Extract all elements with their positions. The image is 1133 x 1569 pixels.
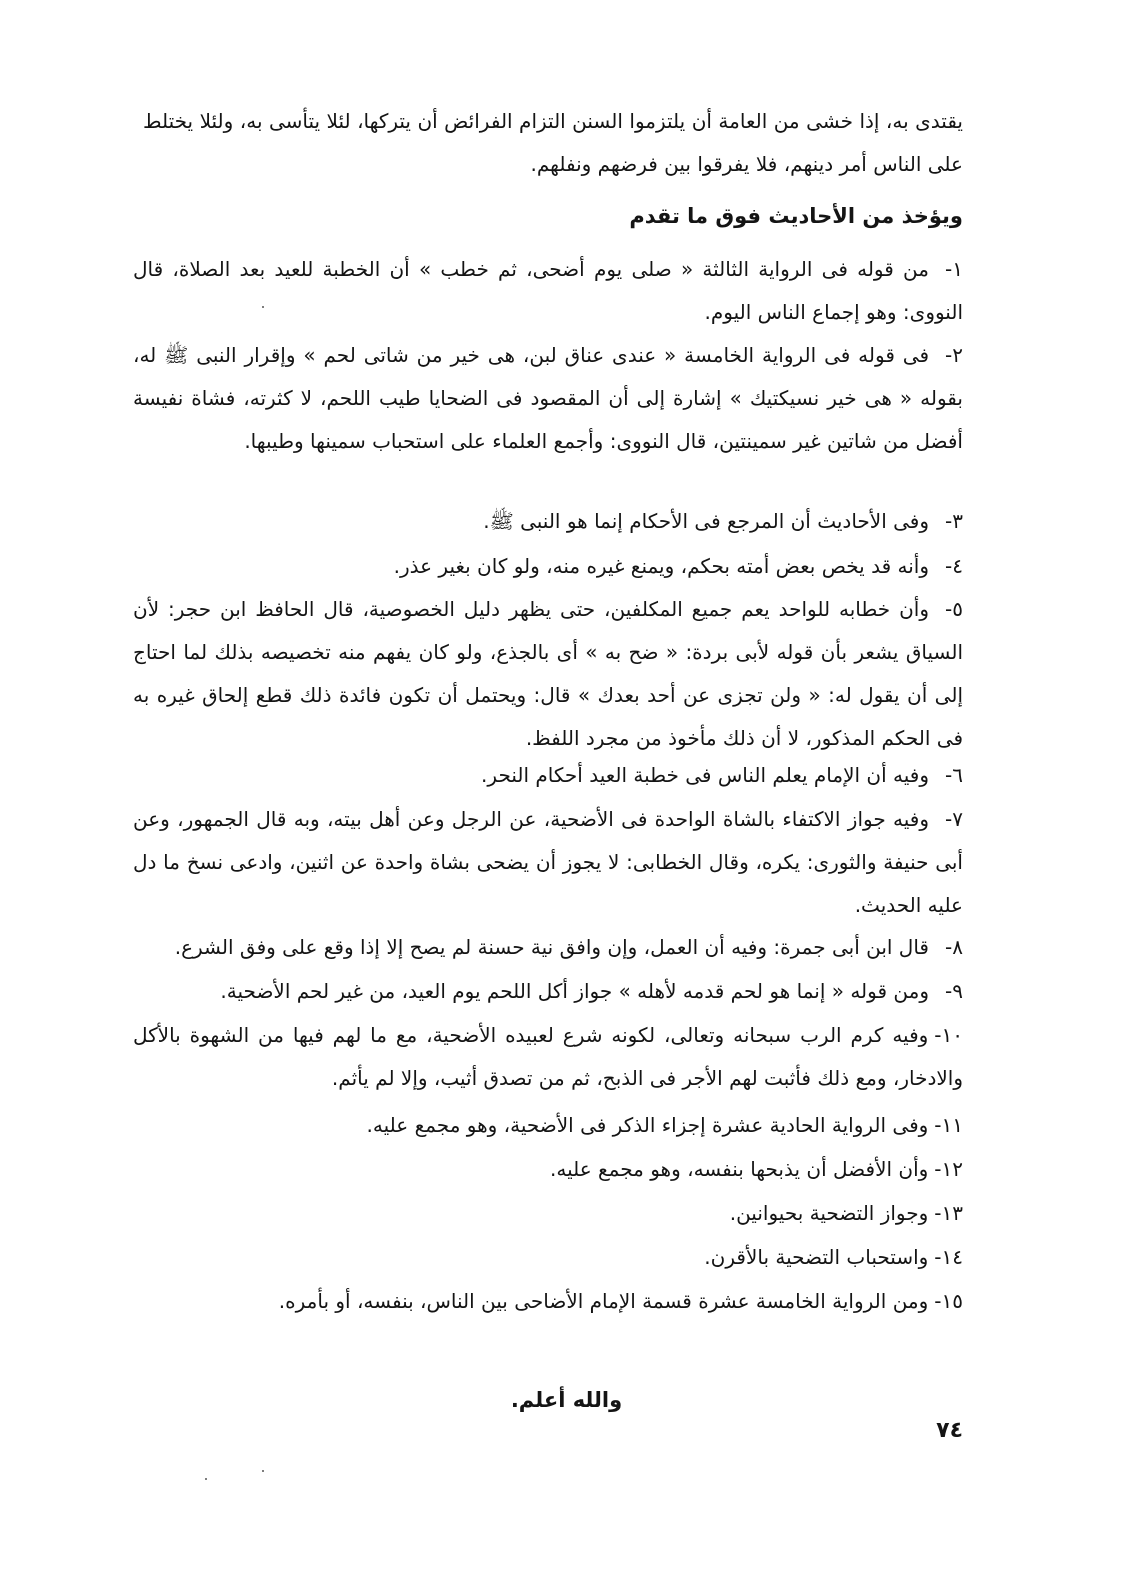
item-number: ١٣- — [934, 1201, 963, 1225]
scan-speck — [205, 1478, 207, 1480]
list-item-11 — [133, 1104, 963, 1147]
item-number: ٩- — [945, 979, 963, 1003]
item-text: وفيه جواز الاكتفاء بالشاة الواحدة فى الأضحية، عن الرجل وعن أهل بيته، وبه قال الجمهور، وعن أبى حنيفة والثورى: يكره، وقال الخطابى: لا يجوز أن يضحى بشاة واحدة عن اثنين، وادعى نسخ ما دل عليه الحديث. — [133, 807, 963, 917]
item-text: واستحباب التضحية بالأقرن. — [704, 1245, 929, 1269]
list-item-13 — [133, 1192, 963, 1235]
list-item-10 — [133, 1014, 963, 1100]
list-item-15 — [133, 1280, 963, 1323]
item-number: ٣- — [945, 509, 963, 533]
item-text: وفى الأحاديث أن المرجع فى الأحكام إنما هو النبى ﷺ. — [483, 509, 929, 533]
item-number: ١١- — [934, 1113, 963, 1137]
list-item-4 — [133, 545, 963, 588]
item-text: ومن الرواية الخامسة عشرة قسمة الإمام الأضاحى بين الناس، بنفسه، أو بأمره. — [278, 1289, 929, 1313]
item-number: ٢- — [945, 343, 963, 367]
list-item-9 — [133, 970, 963, 1013]
item-number: ١٤- — [934, 1245, 963, 1269]
list-item-1 — [133, 248, 963, 334]
closing-phrase: والله أعلم. — [510, 1388, 623, 1412]
list-item-7 — [133, 798, 963, 927]
item-text: وفيه كرم الرب سبحانه وتعالى، لكونه شرع لعبيده الأضحية، مع ما لهم فيها من الشهوة بالأكل والادخار، ومع ذلك فأثبت لهم الأجر فى الذبح، ثم من تصدق أثيب، وإلا لم يأثم. — [133, 1023, 963, 1090]
item-number: ١٠- — [934, 1023, 963, 1047]
item-text: وفيه أن الإمام يعلم الناس فى خطبة العيد أحكام النحر. — [481, 763, 929, 787]
item-number: ٤- — [945, 554, 963, 578]
item-number: ٦- — [945, 763, 963, 787]
item-text: وأنه قد يخص بعض أمته بحكم، ويمنع غيره منه، ولو كان بغير عذر. — [393, 554, 929, 578]
item-text: وأن خطابه للواحد يعم جميع المكلفين، حتى يظهر دليل الخصوصية، قال الحافظ ابن حجر: لأن السياق يشعر بأن قوله لأبى بردة: « ضح به » أى بالجذع، ولو كان يفهم منه تخصيصه بذلك لما احتاج إلى أن يقول له: « ولن تجزى عن أحد بعدك » قال: ويحتمل أن تكون فائدة ذلك قطع إلحاق غيره به فى الحكم المذكور، لا أن ذلك مأخوذ من مجرد اللفظ. — [133, 597, 963, 750]
item-number: ٧- — [945, 807, 963, 831]
list-item-14 — [133, 1236, 963, 1279]
list-item-2 — [133, 334, 963, 463]
item-text: وأن الأفضل أن يذبحها بنفسه، وهو مجمع عليه. — [550, 1157, 929, 1181]
list-item-8 — [133, 926, 963, 969]
item-number: ١٥- — [934, 1289, 963, 1313]
list-item-5 — [133, 588, 963, 760]
list-item-6 — [133, 754, 963, 797]
list-item-3 — [133, 500, 963, 543]
list-item-12 — [133, 1148, 963, 1191]
item-number: ٥- — [945, 597, 963, 621]
item-text: وجواز التضحية بحيوانين. — [729, 1201, 929, 1225]
item-text: قال ابن أبى جمرة: وفيه أن العمل، وإن وافق نية حسنة لم يصح إلا إذا وقع على وفق الشرع. — [174, 935, 929, 959]
item-text: ومن قوله « إنما هو لحم قدمه لأهله » جواز أكل اللحم يوم العيد، من غير لحم الأضحية. — [220, 979, 929, 1003]
section-heading: ويؤخذ من الأحاديث فوق ما تقدم — [629, 204, 963, 228]
item-number: ١- — [945, 257, 963, 281]
scan-speck — [262, 306, 264, 308]
item-number: ٨- — [945, 935, 963, 959]
intro-paragraph: يقتدى به، إذا خشى من العامة أن يلتزموا السنن التزام الفرائض أن يتركها، لئلا يتأسى به، ولئلا يختلط على الناس أمر دينهم، فلا يفرقوا بين فرضهم ونفلهم. — [143, 109, 963, 176]
item-number: ١٢- — [934, 1157, 963, 1181]
item-text: فى قوله فى الرواية الخامسة « عندى عناق لبن، هى خير من شاتى لحم » وإقرار النبى ﷺ له، بقوله « هى خير نسيكتيك » إشارة إلى أن المقصود فى الضحايا طيب اللحم، لا كثرته، فشاة نفيسة أفضل من شاتين غير سمينتين، قال النووى: وأجمع العلماء على استحباب سمينها وطيبها. — [133, 343, 963, 453]
item-text: وفى الرواية الحادية عشرة إجزاء الذكر فى الأضحية، وهو مجمع عليه. — [366, 1113, 929, 1137]
scan-speck — [262, 1470, 264, 1472]
item-text: من قوله فى الرواية الثالثة « صلى يوم أضحى، ثم خطب » أن الخطبة للعيد بعد الصلاة، قال النووى: وهو إجماع الناس اليوم. — [133, 257, 963, 324]
page-number: ٧٤ — [936, 1418, 963, 1443]
